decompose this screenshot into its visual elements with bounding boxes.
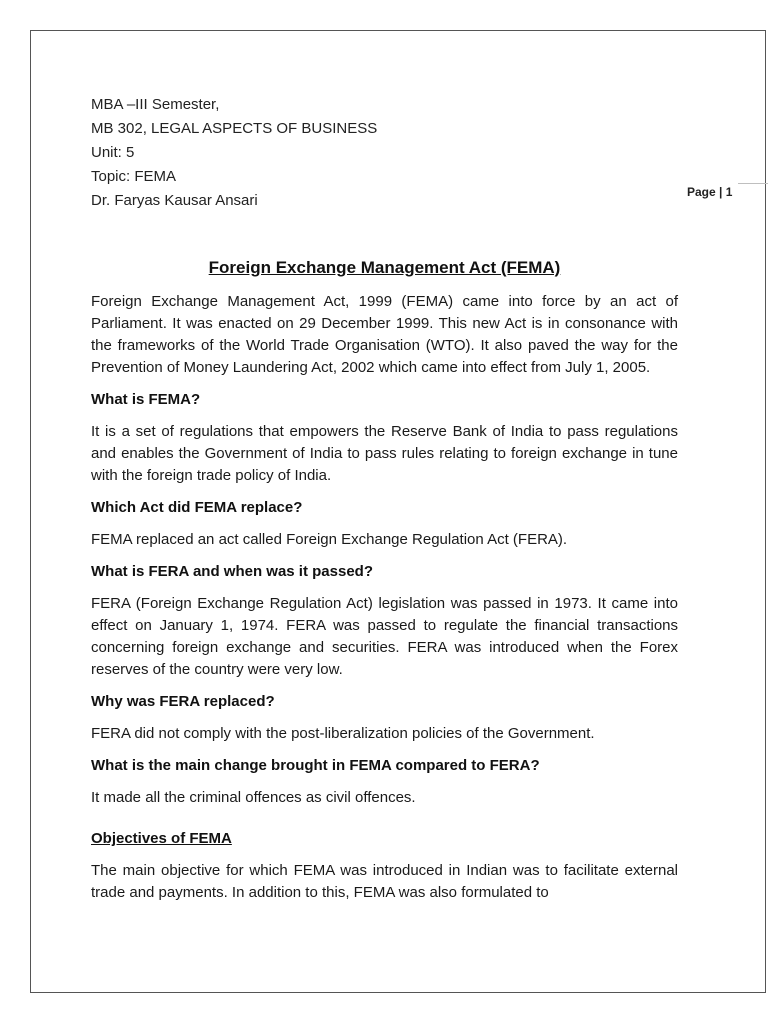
document-header bbox=[91, 93, 377, 213]
header-subject: MB 302, LEGAL ASPECTS OF BUSINESS bbox=[91, 120, 378, 137]
header-course: MBA –III Semester, bbox=[91, 96, 220, 113]
section-heading-objectives: Objectives of FEMA bbox=[91, 830, 232, 847]
header-topic: Topic: FEMA bbox=[91, 168, 177, 185]
answer-main-change: It made all the criminal offences as civil offences. bbox=[91, 789, 416, 806]
question-what-is-fera: What is FERA and when was it passed? bbox=[91, 563, 373, 580]
question-main-change: What is the main change brought in FEMA compared to FERA? bbox=[91, 757, 540, 774]
intro-paragraph: Foreign Exchange Management Act, 1999 (FEMA) came into force by an act of Parliament. It was enacted on 29 December 1999. This new Act is in consonance with the frameworks of the World Trade Organisation (WTO). It also paved the way for the Prevention of Money Laundering Act, 2002 which came into effect from July 1, 2005. bbox=[91, 293, 678, 376]
question-why-fera-replaced: Why was FERA replaced? bbox=[91, 693, 275, 710]
page-number-rule bbox=[738, 183, 768, 184]
document-title: Foreign Exchange Management Act (FEMA) bbox=[208, 258, 561, 277]
question-which-act-replaced: Which Act did FEMA replace? bbox=[91, 499, 303, 516]
answer-which-act-replaced: FEMA replaced an act called Foreign Exchange Regulation Act (FERA). bbox=[91, 531, 568, 548]
question-what-is-fema: What is FEMA? bbox=[91, 391, 201, 408]
answer-what-is-fera: FERA (Foreign Exchange Regulation Act) legislation was passed in 1973. It came into effect on January 1, 1974. FERA was passed to regulate the financial transactions concerning foreign exchange and securities. FERA was introduced when the Forex reserves of the country were very low. bbox=[91, 595, 678, 678]
header-unit: Unit: 5 bbox=[91, 144, 135, 161]
answer-what-is-fema: It is a set of regulations that empowers the Reserve Bank of India to pass regulations and enables the Government of India to pass rules relating to foreign exchange in tune with the foreign trade policy of India. bbox=[91, 423, 678, 484]
answer-why-fera-replaced: FERA did not comply with the post-liberalization policies of the Government. bbox=[91, 725, 595, 742]
page-number: Page | 1 bbox=[687, 185, 733, 199]
header-author: Dr. Faryas Kausar Ansari bbox=[91, 192, 258, 209]
objectives-paragraph: The main objective for which FEMA was introduced in Indian was to facilitate external trade and payments. In addition to this, FEMA was also formulated to bbox=[91, 862, 678, 901]
document-body bbox=[91, 291, 678, 914]
